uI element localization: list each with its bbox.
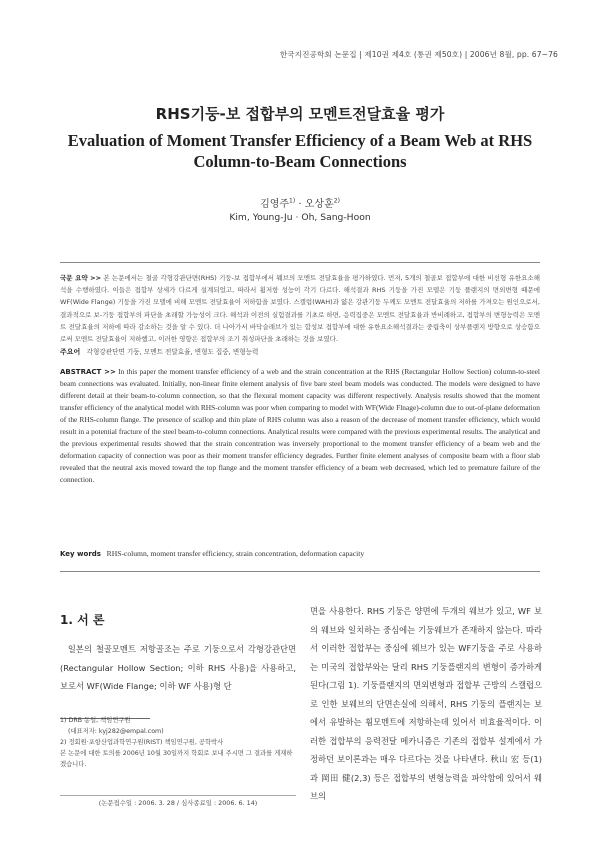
body-text-right-column: 면을 사용한다. RHS 기둥은 양면에 두개의 웨브가 있고, WF 보의 웨브와 일치하는 중심에는 기둥웨브가 존재하지 않는다. 따라서 이러한 접합부는 중심에 웨브가 있는 WF기둥을 주로 사용하는 미국의 접합부와는 달리 RHS 기둥플랜지의 변형이 증가하게 된다(그림 1). 기둥플랜지의 면외변형과 접합부 근방의 스캘럽으로 인한 보웨브의 단면손실에 의해서, RHS 기둥의 플랜지는 보에서 유발하는 휨모멘트에 저항하는데 있어서 비효율적이다. 이러한 접합부의 응력전달 메카니즘은 기존의 접합부 설계에서 가정하던 보이론과는 매우 다르다는 것을 나타낸다. 秋山 宏 등(1)과 岡田 健(2,3) 등은 접합부의 변형능력을 파악함에 있어서 웨브의 [310, 606, 542, 801]
body-text-left-column [60, 640, 296, 696]
paper-title-korean: RHS기둥-보 접합부의 모멘트전달효율 평가 [155, 105, 445, 123]
abstract-english-label: ABSTRACT >> [60, 368, 116, 376]
body-left-paragraph: 일본의 철골모멘트 저항골조는 주로 기둥으로서 각형강관단면(Rectangular Hollow Section; 이하 RHS 사용)을 사용하고, 보로서 WF(Wide Flange; 이하 WF 사용)형 단 [60, 644, 296, 692]
footnote-1-contact: (대표저자: kyj282@empal.com) [68, 728, 164, 736]
submission-dates: (논문접수일 : 2006. 3. 28 / 심사종료일 : 2006. 6. 14) [98, 799, 258, 807]
footnote-2: 2) 정회원·포항산업과학연구원(RIST) 책임연구원, 공학박사 [60, 739, 224, 747]
author-first: 김영주 [260, 199, 290, 210]
authors-english: Kim, Young-Ju · Oh, Sang-Hoon [229, 212, 371, 223]
abstract-english [60, 366, 540, 486]
section-heading-introduction: 1. 서 론 [60, 613, 105, 627]
authors-korean [0, 195, 600, 210]
abstract-korean-label: 국문 요약 >> [60, 274, 102, 282]
keywords-korean [60, 346, 540, 357]
author-separator: · [295, 199, 305, 210]
keywords-korean-text: 각형강관단면 기둥, 모멘트 전달효율, 변형도 집중, 변형능력 [86, 348, 259, 356]
footnote-discussion: 본 논문에 대한 토의를 2006년 10월 30일까지 학회로 보내 주시면 그 결과를 게재하겠습니다. [60, 750, 293, 769]
dates-divider [60, 795, 296, 796]
author-second: 오상훈 [304, 199, 334, 210]
footnote-1: 1) DRB 동일, 책임연구원 [60, 717, 131, 724]
abstract-korean-text: 본 논문에서는 철골 각형강관단면(RHS) 기둥-보 접합부에서 웨브의 모멘트 전달효율을 평가하였다. 먼저, 5개의 철골보 접합부에 대한 비선형 유한요소해석을 수행하였다. 이들은 접합부 상세가 다르게 설계되었고, 따라서 휨저항 성능이 각기 다르다. 해석결과 RHS 기둥을 가진 모델은 기둥 플랜지의 면외변형 때문에 WF(Wide Flange) 기둥을 가진 모델에 비해 모멘트 전달효율이 저하함을 보였다. 스캘럽(WAH)과 얇은 강관기둥 두께도 모멘트 전달효율의 저하를 가져오는 원인으로서, 결과적으로 보-기둥 접합부의 파단을 초래할 가능성이 크다. 해석과 이전의 실험결과를 기초로 하면, 응력집중은 모멘트 전달효율과 반비례하고, 접합부의 변형능력은 모멘트 전달효율의 저하에 따라 감소하는 것을 알 수 있다. 더 나아가서 바닥슬래브가 있는 합성보 접합부에 대한 유한요소해석결과는 중립축이 상부플랜지 방향으로 상승함으로써 모멘트 전달효율이 저하했고, 이러한 영향은 접합부의 조기 취성파단을 초래하는 것을 보였다. [60, 274, 540, 344]
author-first-mark: 1) [289, 197, 296, 205]
abstract-korean [60, 272, 540, 345]
keywords-english [60, 549, 540, 558]
abstract-english-text: In this paper the moment transfer efficiency of a web and the strain concentration at the RHS (Rectangular Hollow Section) column-to-steel beam connections was evaluated. Initially, non-linear finite element analysis of five bare steel beam models was conducted. The models were designed to have different detail at their beam-to-column connection, so that the flexural moment capacity was different respectively. Analysis results showed that the moment transfer efficiency of the analytical model with RHS-column was poor when comparing to model with WF(Wide Flnage)-column due to out-of-plane deformation of the RHS-column flange. The presence of scallop and thin plate of RHS column was also a reason of the decrease of moment transfer efficiency, which would result in a potential fracture of the steel beam-to-column connections. Analytical results were compared with the previous experimental results. The analytical and the previous experimental results showed that the strain concentration was inversely proportional to the moment transfer efficiency of a beam web and the deformation capacity of connection was poor as their moment transfer efficiency degrades. Further finite element analyses of composite beam with a floor slab revealed that the neutral axis moved toward the top flange and the moment transfer efficiency of a beam web decreased, which led to premature failure of the connection. [60, 367, 540, 485]
footnotes [60, 715, 296, 770]
keywords-english-text: RHS-column, moment transfer efficiency, strain concentration, deformation capacity [106, 549, 365, 558]
keywords-english-label: Key words [60, 550, 101, 558]
journal-header: 한국지진공학회 논문집 | 제10권 제4호 (통권 제50호) | 2006년 8월, pp. 67~76 [279, 50, 558, 59]
paper-title-english: Evaluation of Moment Transfer Efficiency of a Beam Web at RHS Column-to-Beam Connections [67, 131, 533, 171]
author-second-mark: 2) [333, 197, 340, 205]
keywords-korean-label: 주요어 [60, 348, 81, 356]
